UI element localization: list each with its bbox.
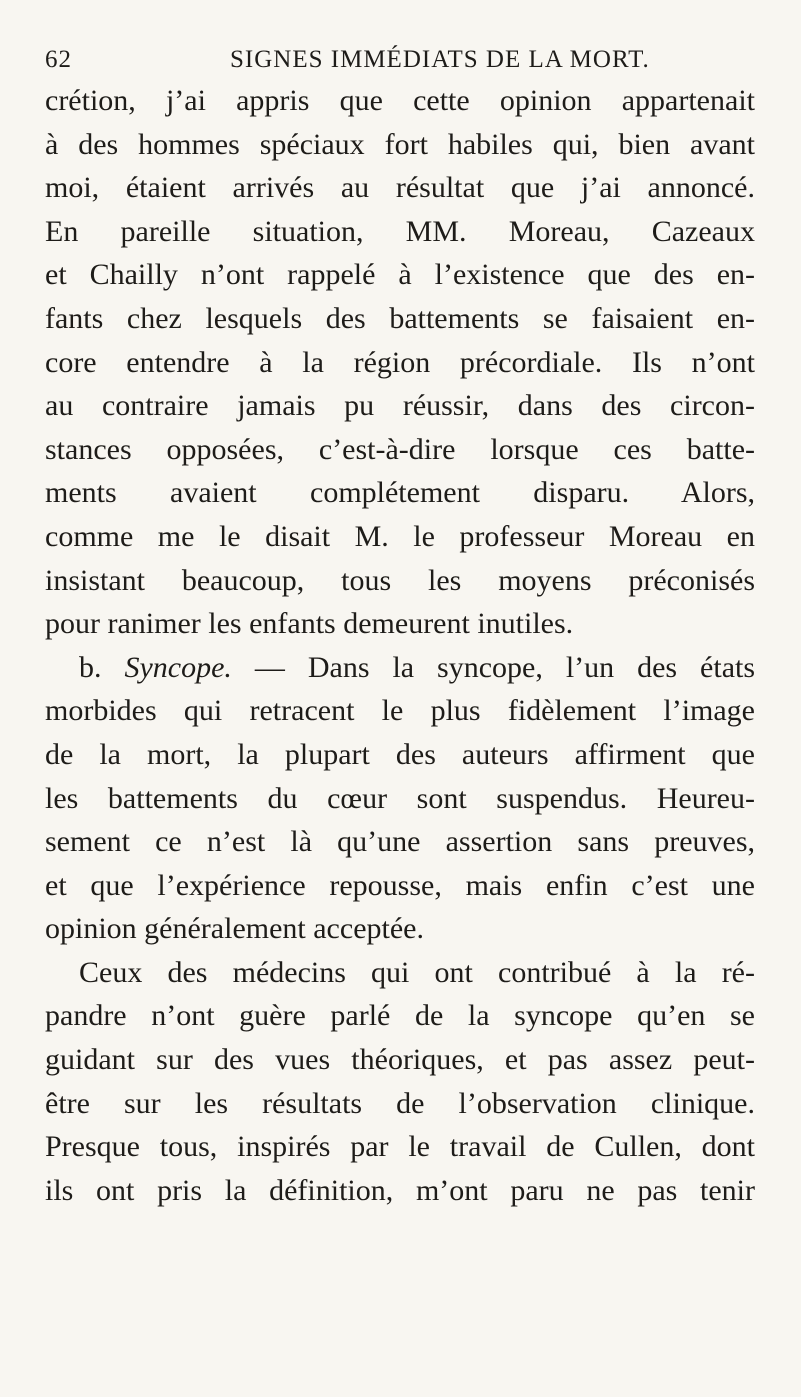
text-line: les battements du cœur sont suspendus. Heureu- <box>45 781 755 815</box>
text-line: core entendre à la région précordiale. Ils n’ont <box>45 345 755 379</box>
section-b-first-line <box>45 646 755 690</box>
text-line: être sur les résultats de l’observation clinique. <box>45 1086 755 1120</box>
text-line: Presque tous, inspirés par le travail de Cullen, dont <box>45 1130 755 1164</box>
section-label: b. <box>79 650 102 684</box>
text-line: guidant sur des vues théoriques, et pas assez peut- <box>45 1043 755 1077</box>
text-line: ments avaient complétement disparu. Alors, <box>45 476 755 510</box>
text-line: crétion, j’ai appris que cette opinion appartenait <box>45 84 755 117</box>
text-line: Ceux des médecins qui ont contribué à la ré- <box>79 955 755 989</box>
section-first-line-text: — Dans la syncope, l’un des états <box>254 650 755 684</box>
text-line: au contraire jamais pu réussir, dans des circon- <box>45 389 755 423</box>
running-head <box>45 42 755 78</box>
section-heading: Syncope. <box>124 650 232 684</box>
text-line: moi, étaient arrivés au résultat que j’ai annoncé. <box>45 171 755 205</box>
page-number: 62 <box>45 46 72 73</box>
text-line: sement ce n’est là qu’une assertion sans preuves, <box>45 825 755 859</box>
text-line: et que l’expérience repousse, mais enfin c’est une <box>45 868 755 902</box>
text-line: de la mort, la plupart des auteurs affirment que <box>45 737 755 771</box>
text-line: ils ont pris la définition, m’ont paru ne pas tenir <box>45 1173 755 1207</box>
text-line: fants chez lesquels des battements se faisaient en- <box>45 301 755 335</box>
text-line: comme me le disait M. le professeur Moreau en <box>45 519 755 553</box>
text-line: opinion généralement acceptée. <box>45 912 424 946</box>
body-text <box>45 79 755 1212</box>
text-line: insistant beaucoup, tous les moyens préconisés <box>45 563 755 597</box>
text-line: pandre n’ont guère parlé de la syncope qu’en se <box>45 999 755 1033</box>
text-line: stances opposées, c’est-à-dire lorsque ces batte- <box>45 432 755 466</box>
text-line: morbides qui retracent le plus fidèlement l’image <box>45 694 755 728</box>
text-line: pour ranimer les enfants demeurent inutiles. <box>45 607 574 641</box>
text-line: En pareille situation, MM. Moreau, Cazeaux <box>45 214 755 248</box>
text-line: et Chailly n’ont rappelé à l’existence que des en- <box>45 258 755 292</box>
text-line: à des hommes spéciaux fort habiles qui, bien avant <box>45 127 755 161</box>
running-title: SIGNES IMMÉDIATS DE LA MORT. <box>230 46 650 73</box>
